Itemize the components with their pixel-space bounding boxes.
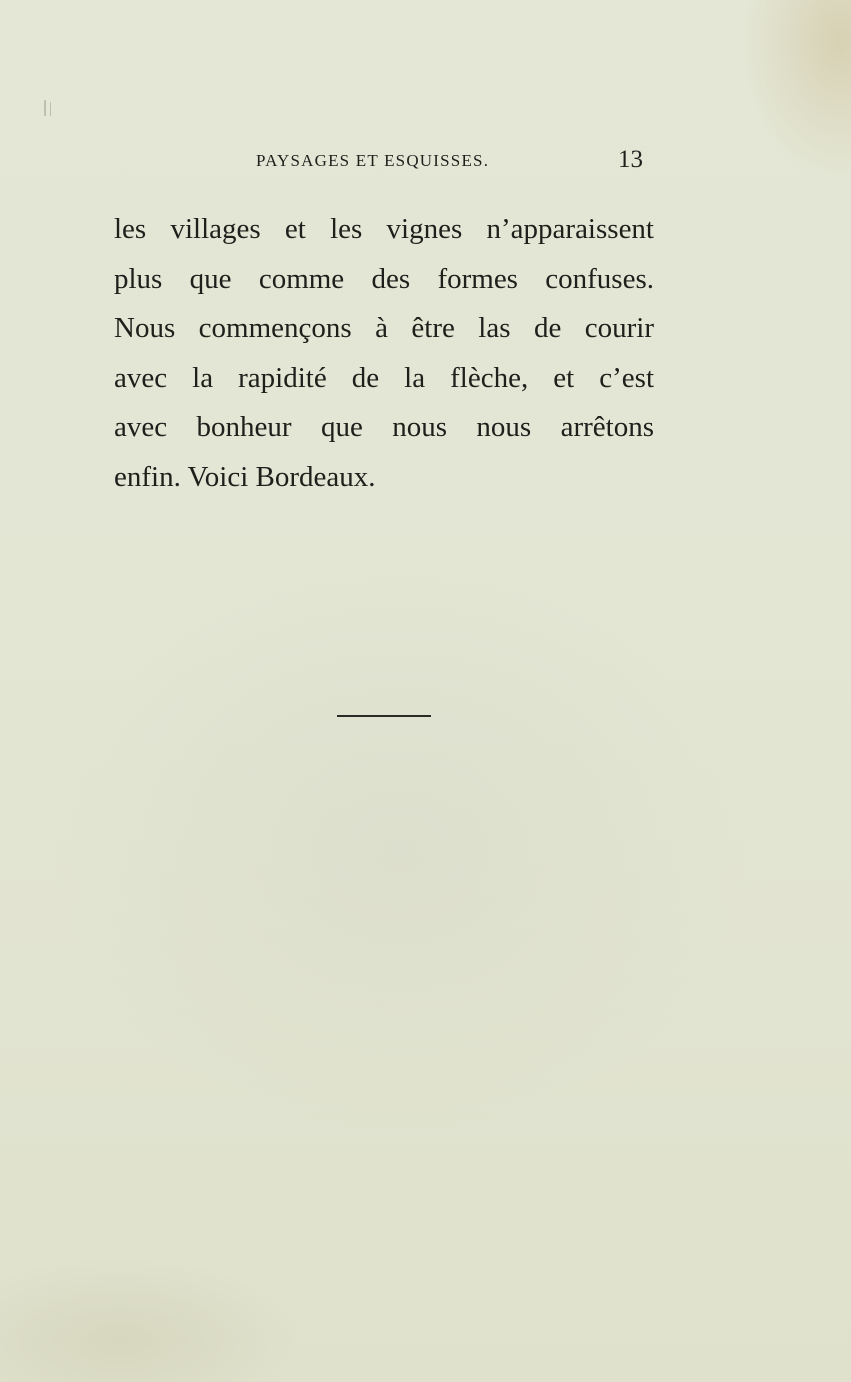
text-line: avec bonheur que nous nous arrêtons [114,411,654,443]
page-number: 13 [618,146,643,173]
text-line: avec la rapidité de la flèche, et c’est [114,361,654,394]
running-title: PAYSAGES ET ESQUISSES. [256,151,490,170]
text-line: enfin. Voici Bordeaux. [114,460,376,493]
section-divider [337,715,431,717]
text-line: plus que comme des formes confuses. [114,262,654,295]
text-line: Nous commençons à être las de courir [114,312,654,344]
print-mark [44,100,46,116]
text-line: les villages et les vignes n’apparaissent [114,213,654,245]
body-text [114,205,654,502]
print-mark [50,102,51,116]
